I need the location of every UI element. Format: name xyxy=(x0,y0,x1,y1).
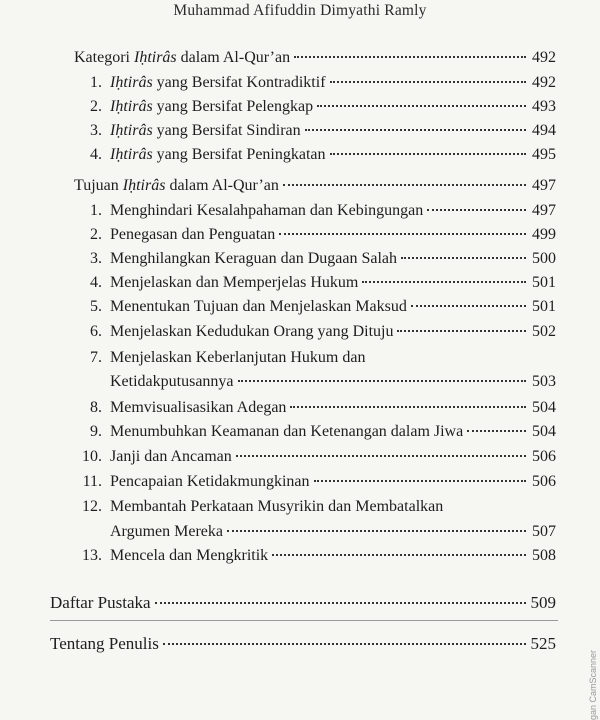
dot-leader xyxy=(401,257,526,259)
toc-page-number: 497 xyxy=(532,202,556,219)
toc-item-label: Menentukan Tujuan dan Menjelaskan Maksud xyxy=(110,298,407,315)
toc-subentry[interactable] xyxy=(74,472,556,492)
toc-entry-title: Kategori Iḥtirâs dalam Al-Qur’an xyxy=(74,49,291,66)
toc-page-number: 492 xyxy=(532,74,556,91)
dot-leader xyxy=(294,56,526,58)
toc-entry-title: Daftar Pustaka xyxy=(50,593,151,612)
toc-page-number: 508 xyxy=(532,547,556,564)
toc-item-number: 12. xyxy=(82,498,102,515)
toc-item-label: Menumbuhkan Keamanan dan Ketenangan dalam Jiwa xyxy=(110,423,464,440)
toc-entry-title: Tentang Penulis xyxy=(50,634,159,653)
toc-item-number: 13. xyxy=(82,547,102,564)
toc-item-number: 3. xyxy=(90,122,102,139)
toc-subentry[interactable] xyxy=(74,225,556,245)
toc-item-label: Menghindari Kesalahpahaman dan Kebingungan xyxy=(110,202,424,219)
toc-item-number: 8. xyxy=(90,399,102,416)
toc-item-label: Pencapaian Ketidakmungkinan xyxy=(110,473,310,490)
toc-entry-kategori[interactable] xyxy=(74,48,556,68)
toc-subentry-line2[interactable] xyxy=(110,522,556,542)
toc-subentry[interactable] xyxy=(74,297,556,317)
dot-leader xyxy=(330,81,526,83)
toc-item-label: Menjelaskan Kedudukan Orang yang Dituju xyxy=(110,323,394,340)
toc-item-number: 1. xyxy=(90,202,102,219)
toc-page-number: 499 xyxy=(532,226,556,243)
toc-subentry-line1[interactable] xyxy=(74,497,443,517)
toc-entry-daftar-pustaka[interactable] xyxy=(50,593,556,613)
toc-item-number: 10. xyxy=(82,448,102,465)
toc-page-number: 506 xyxy=(532,448,556,465)
toc-page-number: 497 xyxy=(532,177,556,194)
toc-item-label: Memvisualisasikan Adegan xyxy=(110,399,287,416)
toc-page-number: 504 xyxy=(532,399,556,416)
toc-page-number: 493 xyxy=(532,98,556,115)
toc-subentry[interactable] xyxy=(74,249,556,269)
dot-leader xyxy=(314,480,527,482)
toc-subentry-line2[interactable] xyxy=(110,372,556,392)
toc-page-number: 509 xyxy=(530,593,556,612)
toc-page-number: 494 xyxy=(532,122,556,139)
toc-item-label: Membantah Perkataan Musyrikin dan Membatalkan xyxy=(110,498,444,515)
toc-item-label: Iḥtirâs yang Bersifat Kontradiktif xyxy=(110,74,326,91)
toc-item-number: 9. xyxy=(90,423,102,440)
toc-subentry[interactable] xyxy=(74,422,556,442)
toc-item-number: 7. xyxy=(90,349,102,366)
toc-item-number: 4. xyxy=(90,146,102,163)
dot-leader xyxy=(283,184,526,186)
dot-leader xyxy=(330,153,526,155)
toc-page-number: 506 xyxy=(532,473,556,490)
toc-page-number: 501 xyxy=(532,298,556,315)
toc-page-number: 502 xyxy=(532,323,556,340)
dot-leader xyxy=(317,105,526,107)
toc-page-number: 503 xyxy=(532,373,556,390)
toc-item-number: 1. xyxy=(90,74,102,91)
dot-leader xyxy=(155,602,526,604)
dot-leader xyxy=(427,209,526,211)
toc-item-label: Menjelaskan dan Memperjelas Hukum xyxy=(110,274,359,291)
dot-leader xyxy=(397,330,526,332)
dot-leader xyxy=(272,554,526,556)
toc-subentry[interactable] xyxy=(74,273,556,293)
toc-subentry[interactable] xyxy=(74,73,556,93)
toc-item-label-cont: Argumen Mereka xyxy=(110,523,223,540)
toc-page-number: 525 xyxy=(530,634,556,653)
toc-page-number: 507 xyxy=(532,523,556,540)
toc-item-label: Iḥtirâs yang Bersifat Sindiran xyxy=(110,122,301,139)
toc-subentry[interactable] xyxy=(74,121,556,141)
toc-item-number: 5. xyxy=(90,298,102,315)
dot-leader xyxy=(305,129,526,131)
toc-subentry[interactable] xyxy=(74,97,556,117)
toc-subentry[interactable] xyxy=(74,398,556,418)
toc-item-label: Janji dan Ancaman xyxy=(110,448,232,465)
toc-item-label: Penegasan dan Penguatan xyxy=(110,226,276,243)
toc-subentry[interactable] xyxy=(74,447,556,467)
toc-item-number: 4. xyxy=(90,274,102,291)
toc-entry-tujuan[interactable] xyxy=(74,176,556,196)
toc-item-label: Iḥtirâs yang Bersifat Peningkatan xyxy=(110,146,326,163)
toc-subentry[interactable] xyxy=(74,322,556,342)
running-header: Muhammad Afifuddin Dimyathi Ramly xyxy=(173,2,427,19)
dot-leader xyxy=(227,530,526,532)
toc-item-label: Mencela dan Mengkritik xyxy=(110,547,269,564)
toc-page-number: 500 xyxy=(532,250,556,267)
dot-leader xyxy=(238,380,526,382)
toc-page-number: 504 xyxy=(532,423,556,440)
dot-leader xyxy=(279,233,526,235)
toc-item-number: 11. xyxy=(82,473,102,490)
dot-leader xyxy=(290,406,526,408)
dot-leader xyxy=(411,305,526,307)
section-divider xyxy=(50,620,558,621)
toc-entry-title: Tujuan Iḥtirâs dalam Al-Qur’an xyxy=(74,177,279,194)
toc-subentry-line1[interactable] xyxy=(74,348,365,368)
toc-subentry[interactable] xyxy=(74,145,556,165)
toc-page-number: 495 xyxy=(532,146,556,163)
toc-item-number: 6. xyxy=(90,323,102,340)
toc-page-number: 501 xyxy=(532,274,556,291)
dot-leader xyxy=(236,455,526,457)
dot-leader xyxy=(362,281,526,283)
toc-item-label: Menghilangkan Keraguan dan Dugaan Salah xyxy=(110,250,398,267)
toc-entry-tentang-penulis[interactable] xyxy=(50,634,556,654)
toc-subentry[interactable] xyxy=(74,546,556,566)
toc-item-label-cont: Ketidakputusannya xyxy=(110,373,234,390)
toc-item-number: 2. xyxy=(90,226,102,243)
toc-item-number: 2. xyxy=(90,98,102,115)
toc-item-number: 3. xyxy=(90,250,102,267)
toc-item-label: Iḥtirâs yang Bersifat Pelengkap xyxy=(110,98,314,115)
toc-page-number: 492 xyxy=(532,49,556,66)
toc-item-label: Menjelaskan Keberlanjutan Hukum dan xyxy=(110,349,366,366)
dot-leader xyxy=(467,430,526,432)
scanner-watermark: gan CamScanner xyxy=(588,650,598,720)
dot-leader xyxy=(163,643,526,645)
toc-subentry[interactable] xyxy=(74,201,556,221)
